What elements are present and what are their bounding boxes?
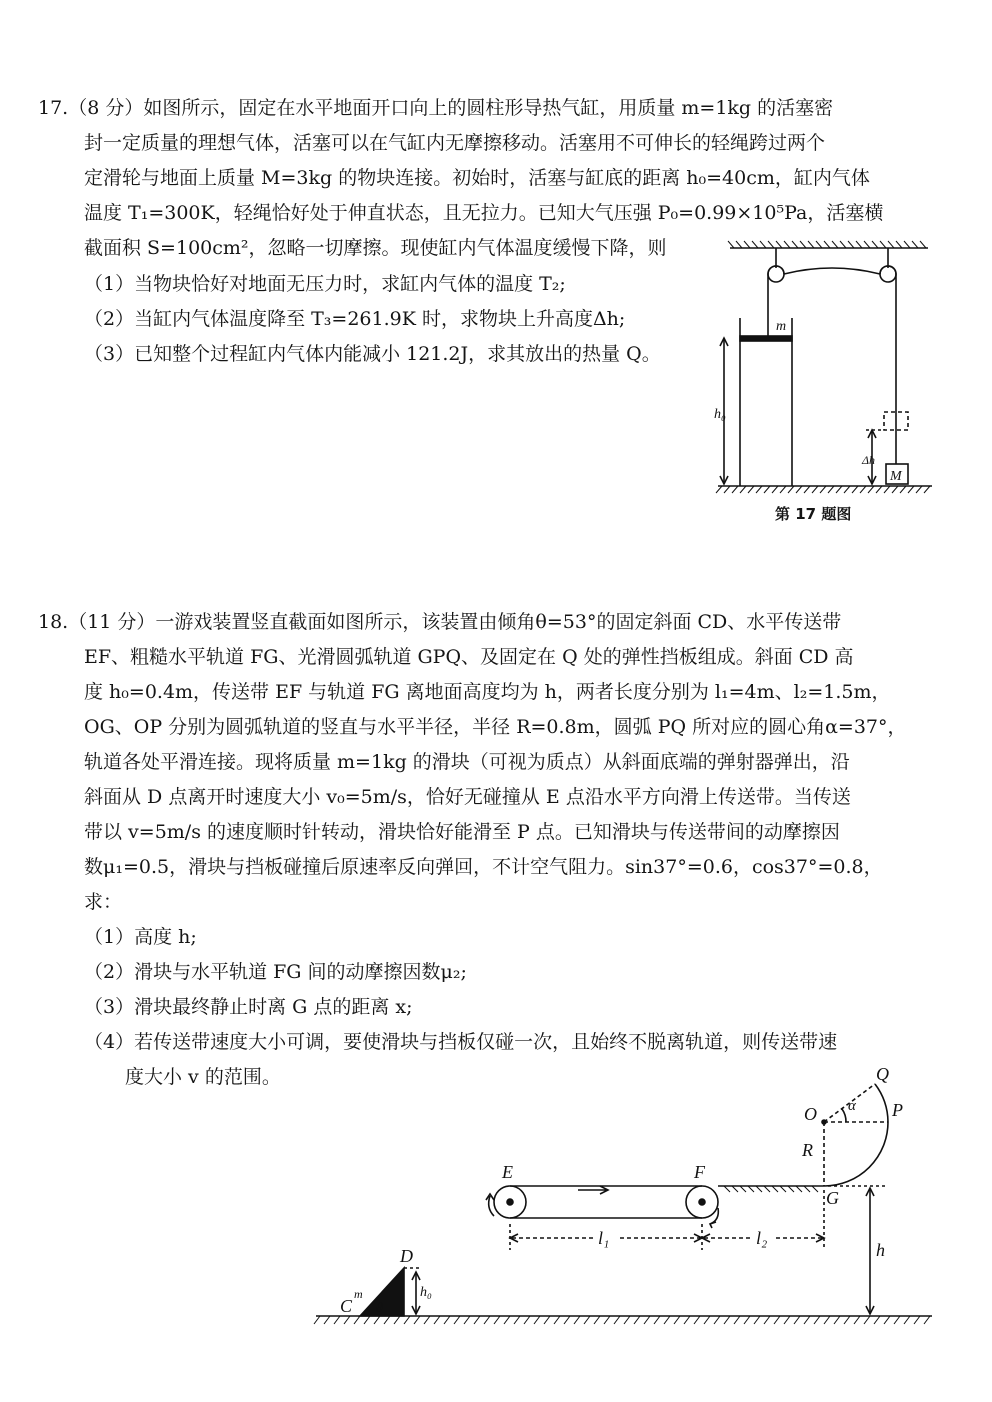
q18-label-h0: h₀ [420, 1285, 432, 1300]
q18-label-alpha: α [848, 1098, 856, 1114]
q17-sub-1: （1）当物块恰好对地面无压力时，求缸内气体的温度 T₂; [84, 273, 566, 295]
q18-sub-1: （1）高度 h; [84, 926, 197, 948]
q18-sub-2: （2）滑块与水平轨道 FG 间的动摩擦因数μ₂; [84, 961, 467, 983]
q18-line-5: 轨道各处平滑连接。现将质量 m=1kg 的滑块（可视为质点）从斜面底端的弹射器弹出，沿 [84, 751, 850, 773]
q18-line-8: 数μ₁=0.5，滑块与挡板碰撞后原速率反向弹回，不计空气阻力。sin37°=0.6，cos37°=0.8， [84, 856, 883, 878]
q18-label-P: P [892, 1100, 903, 1120]
q18-label-theta: θ [376, 1301, 383, 1316]
q18-figure [300, 1060, 940, 1340]
q17-label-dh: Δh [862, 453, 876, 467]
q18-line-9: 求： [84, 891, 123, 913]
q18-label-C: C [340, 1296, 353, 1316]
q17-sub-3: （3）已知整个过程缸内气体内能减小 121.2J，求其放出的热量 Q。 [84, 343, 661, 365]
q17-line-4: 温度 T₁=300K，轻绳恰好处于伸直状态，且无拉力。已知大气压强 P₀=0.99×10⁵Pa，活塞横 [84, 202, 884, 224]
q17-line-1: 17.（8 分）如图所示，固定在水平地面开口向上的圆柱形导热气缸，用质量 m=1kg 的活塞密 [38, 97, 834, 119]
q18-line-2: EF、粗糙水平轨道 FG、光滑圆弧轨道 GPQ、及固定在 Q 处的弹性挡板组成。斜面 CD 高 [84, 646, 854, 668]
q18-sub-4-cont: 度大小 v 的范围。 [125, 1066, 281, 1088]
q18-sub-3: （3）滑块最终静止时离 G 点的距离 x; [84, 996, 413, 1018]
q17-label-m: m [776, 319, 787, 334]
q17-label-h0: h₀ [714, 407, 726, 422]
q17-figure [700, 238, 940, 498]
q18-line-3: 度 h₀=0.4m，传送带 EF 与轨道 FG 离地面高度均为 h，两者长度分别为 l₁=4m、l₂=1.5m， [84, 681, 891, 703]
q18-label-D: D [400, 1246, 413, 1266]
q17-line-5: 截面积 S=100cm²，忽略一切摩擦。现使缸内气体温度缓慢下降，则 [84, 237, 667, 259]
q18-label-G: G [826, 1188, 839, 1208]
q18-label-h: h [876, 1240, 885, 1260]
q18-label-Q: Q [876, 1064, 889, 1084]
q17-line-2: 封一定质量的理想气体，活塞可以在气缸内无摩擦移动。活塞用不可伸长的轻绳跨过两个 [84, 132, 826, 154]
q18-label-R: R [802, 1140, 813, 1160]
q17-label-M: M [890, 469, 902, 484]
q18-label-E: E [502, 1162, 513, 1182]
q17-sub-2: （2）当缸内气体温度降至 T₃=261.9K 时，求物块上升高度Δh; [84, 308, 626, 330]
q18-line-7: 带以 v=5m/s 的速度顺时针转动，滑块恰好能滑至 P 点。已知滑块与传送带间的动摩擦因 [84, 821, 840, 843]
q17-line-3: 定滑轮与地面上质量 M=3kg 的物块连接。初始时，活塞与缸底的距离 h₀=40cm，缸内气体 [84, 167, 870, 189]
q18-line-6: 斜面从 D 点离开时速度大小 v₀=5m/s，恰好无碰撞从 E 点沿水平方向滑上传送带。当传送 [84, 786, 851, 808]
q18-label-l1: l₁ [598, 1228, 610, 1248]
q18-sub-4: （4）若传送带速度大小可调，要使滑块与挡板仅碰一次，且始终不脱离轨道，则传送带速 [84, 1031, 838, 1053]
q17-figure-caption: 第 17 题图 [775, 505, 852, 523]
q18-label-F: F [694, 1162, 705, 1182]
q18-label-l2: l₂ [756, 1228, 768, 1248]
q18-label-O: O [804, 1104, 817, 1124]
q18-line-1: 18.（11 分）一游戏装置竖直截面如图所示，该装置由倾角θ=53°的固定斜面 CD、水平传送带 [38, 611, 842, 633]
q18-line-4: OG、OP 分别为圆弧轨道的竖直与水平半径，半径 R=0.8m，圆弧 PQ 所对应的圆心角α=37°， [84, 716, 907, 738]
q18-label-m: m [354, 1287, 363, 1301]
